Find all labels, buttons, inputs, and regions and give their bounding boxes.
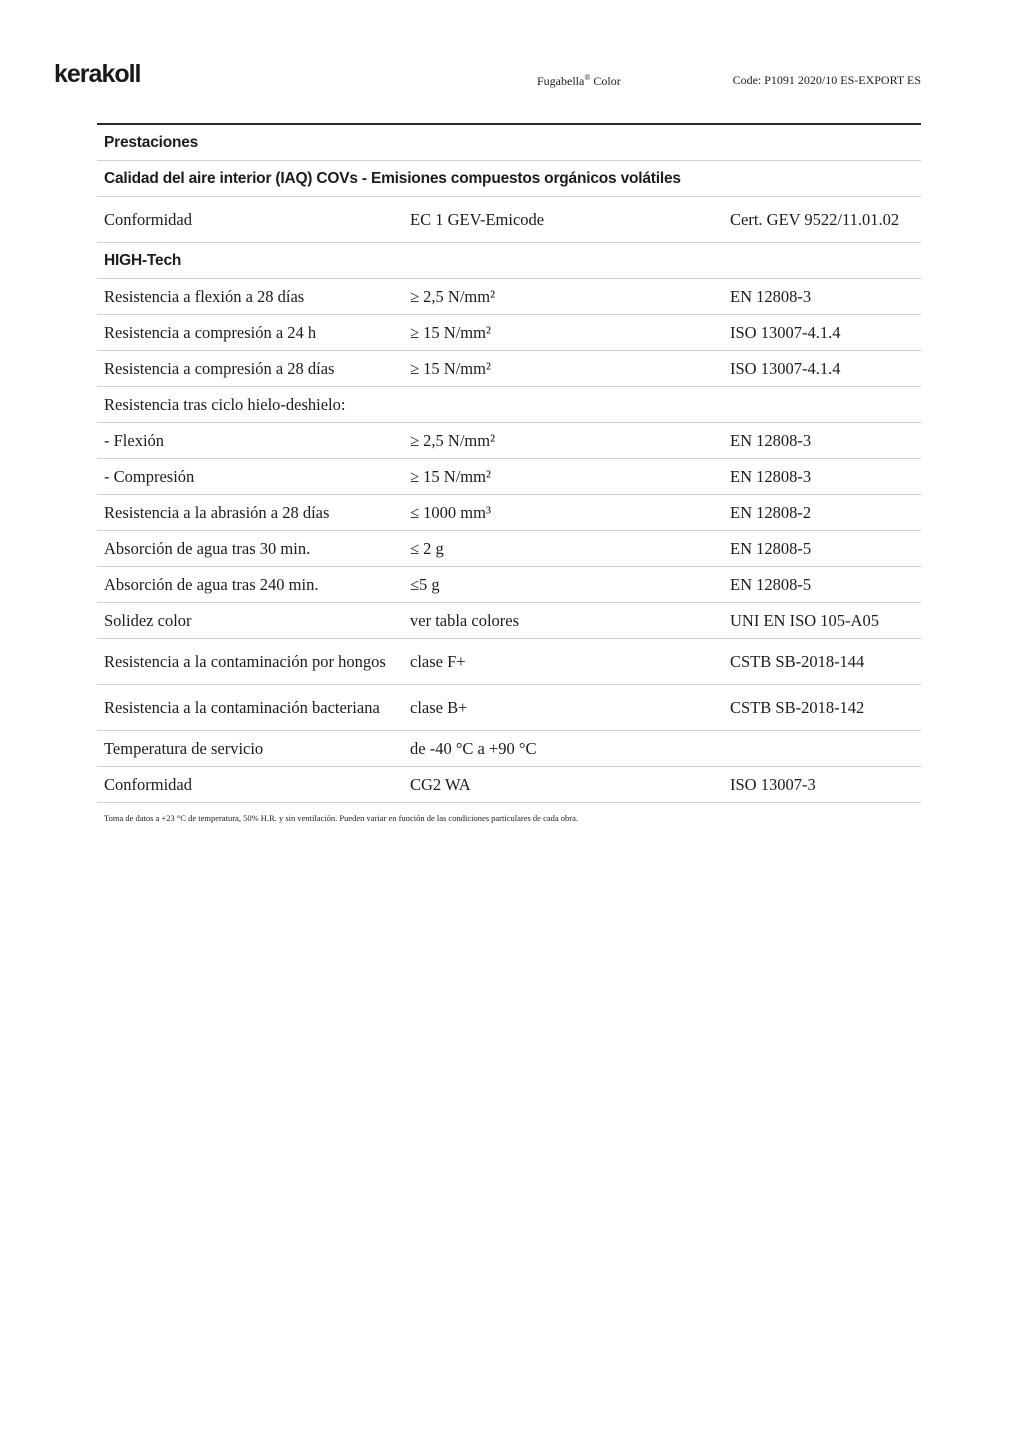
row-label: Resistencia a la abrasión a 28 días [104, 503, 330, 522]
product-name [537, 73, 621, 89]
row-label: - Compresión [104, 467, 195, 486]
row-norm: CSTB SB-2018-144 [730, 652, 865, 671]
product-title: Fugabella [537, 74, 585, 88]
row-value: EC 1 GEV-Emicode [410, 210, 545, 229]
table-row [97, 639, 921, 685]
row-value: clase B+ [410, 698, 468, 717]
row-label: Resistencia a compresión a 28 días [104, 359, 335, 378]
row-norm: Cert. GEV 9522/11.01.02 [730, 210, 900, 229]
row-value: CG2 WA [410, 775, 471, 794]
row-value: ≥ 15 N/mm² [410, 323, 491, 342]
row-value: ≥ 2,5 N/mm² [410, 431, 496, 450]
table-row [97, 767, 921, 803]
row-norm: EN 12808-5 [730, 575, 812, 594]
row-label: Absorción de agua tras 240 min. [104, 575, 319, 594]
row-value: ≥ 15 N/mm² [410, 467, 491, 486]
row-label: Absorción de agua tras 30 min. [104, 539, 311, 558]
row-value: clase F+ [410, 652, 466, 671]
row-label: Conformidad [104, 210, 192, 229]
registered-mark: ® [584, 73, 591, 82]
table-row [97, 387, 921, 423]
table-row [97, 685, 921, 731]
row-norm: CSTB SB-2018-142 [730, 698, 865, 717]
section-title: Prestaciones [104, 133, 199, 151]
kerakoll-logo: kerakoll [54, 60, 141, 88]
table-row [97, 567, 921, 603]
section-title: Calidad del aire interior (IAQ) COVs - Emisiones compuestos orgánicos volátiles [104, 169, 681, 187]
table-row [97, 459, 921, 495]
row-label: - Flexión [104, 431, 165, 450]
row-value: ≤ 2 g [410, 539, 444, 558]
row-norm: EN 12808-3 [730, 287, 812, 306]
section-title: HIGH-Tech [104, 251, 182, 269]
performance-table [97, 123, 921, 803]
section-header-prestaciones [97, 125, 921, 161]
row-norm: UNI EN ISO 105-A05 [730, 611, 879, 630]
row-value: ≤5 g [410, 575, 440, 594]
document-code: Code: P1091 2020/10 ES-EXPORT ES [732, 73, 921, 87]
footnote: Toma de datos a +23 °C de temperatura, 50% H.R. y sin ventilación. Pueden variar en función de las condiciones particulares de cada obra. [104, 813, 578, 823]
row-norm: EN 12808-2 [730, 503, 812, 522]
section-header-iaq [97, 161, 921, 197]
row-value: de -40 °C a +90 °C [410, 739, 537, 758]
table-row [97, 315, 921, 351]
table-row [97, 531, 921, 567]
row-label: Resistencia tras ciclo hielo-deshielo: [104, 395, 346, 414]
row-label: Conformidad [104, 775, 192, 794]
row-value: ≤ 1000 mm³ [410, 503, 491, 522]
table-row-conformidad-gev [97, 197, 921, 243]
row-norm: ISO 13007-4.1.4 [730, 359, 841, 378]
row-label: Solidez color [104, 611, 192, 630]
table-row [97, 351, 921, 387]
row-norm: EN 12808-3 [730, 467, 812, 486]
row-value: ver tabla colores [410, 611, 520, 630]
row-norm: ISO 13007-4.1.4 [730, 323, 841, 342]
table-row [97, 603, 921, 639]
row-norm: EN 12808-3 [730, 431, 812, 450]
row-value: ≥ 2,5 N/mm² [410, 287, 496, 306]
row-label: Resistencia a flexión a 28 días [104, 287, 305, 306]
row-norm: ISO 13007-3 [730, 775, 816, 794]
table-row [97, 731, 921, 767]
table-row [97, 423, 921, 459]
section-header-high-tech [97, 243, 921, 279]
row-label: Temperatura de servicio [104, 739, 264, 758]
table-row [97, 279, 921, 315]
row-value: ≥ 15 N/mm² [410, 359, 491, 378]
row-label: Resistencia a la contaminación por hongos [104, 652, 386, 671]
row-label: Resistencia a la contaminación bacteriana [104, 698, 380, 717]
row-label: Resistencia a compresión a 24 h [104, 323, 317, 342]
row-norm: EN 12808-5 [730, 539, 812, 558]
table-row [97, 495, 921, 531]
product-suffix: Color [590, 74, 621, 88]
